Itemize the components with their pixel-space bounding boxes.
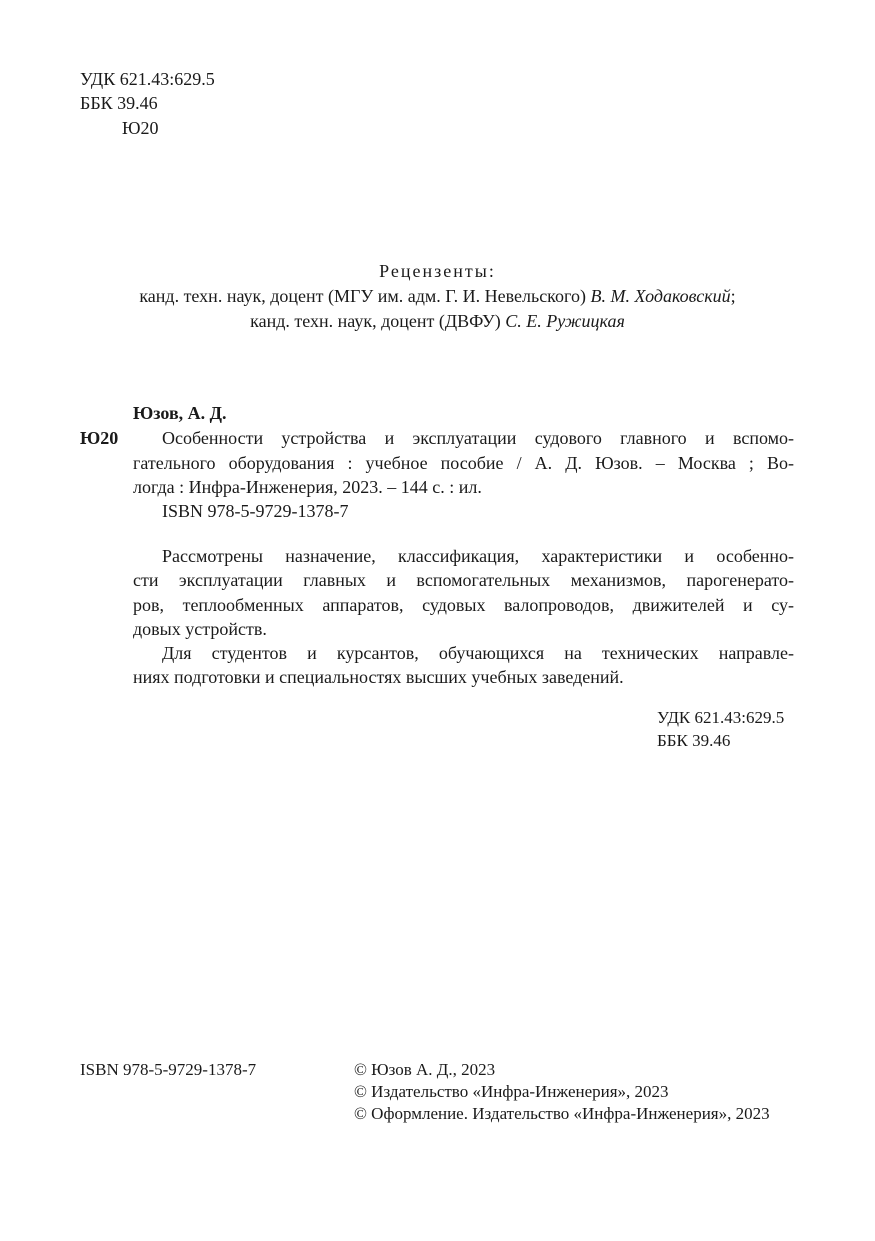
- record-isbn: ISBN 978-5-9729-1378-7: [162, 501, 349, 521]
- reviewer-1-end: ;: [730, 286, 736, 306]
- abstract-p1-line-2: сти эксплуатации главных и вспомогательных механизмов, парогенерато-: [133, 570, 794, 590]
- reviewer-2-affiliation: канд. техн. наук, доцент (ДВФУ): [250, 311, 506, 331]
- reviewer-line-1: [0, 284, 875, 308]
- reviewers-heading: Рецензенты:: [379, 261, 496, 281]
- record-author-heading: Юзов, А. Д.: [133, 403, 227, 423]
- copyright-publisher: © Издательство «Инфра-Инженерия», 2023: [354, 1082, 669, 1101]
- abstract-p2-line-2: ниях подготовки и специальностях высших учебных заведений.: [133, 667, 624, 687]
- reviewer-line-2: [0, 309, 875, 333]
- abstract-p1-line-4: довых устройств.: [133, 619, 267, 639]
- reviewer-1-affiliation: канд. техн. наук, доцент (МГУ им. адм. Г. И. Невельского): [139, 286, 591, 306]
- record-desc-line-2: гательного оборудования : учебное пособие / А. Д. Юзов. – Москва ; Во-: [133, 453, 794, 473]
- abstract-p2-line-1: Для студентов и курсантов, обучающихся на технических направле-: [162, 643, 794, 663]
- record-author-mark: Ю20: [80, 428, 119, 448]
- bbk-bottom: ББК 39.46: [657, 731, 731, 750]
- bbk-top: ББК 39.46: [80, 93, 158, 113]
- footer-isbn: ISBN 978-5-9729-1378-7: [80, 1060, 257, 1079]
- udk-top: УДК 621.43:629.5: [80, 69, 215, 89]
- reviewer-1-name: В. М. Ходаковский: [590, 286, 731, 306]
- udk-bottom: УДК 621.43:629.5: [657, 708, 785, 727]
- copyright-design: © Оформление. Издательство «Инфра-Инженерия», 2023: [354, 1104, 770, 1123]
- abstract-p1-line-3: ров, теплообменных аппаратов, судовых валопроводов, движителей и су-: [133, 595, 794, 615]
- record-desc-line-1: Особенности устройства и эксплуатации судового главного и вспомо-: [162, 428, 794, 448]
- reviewer-2-name: С. Е. Ружицкая: [505, 311, 625, 331]
- record-desc-line-3: логда : Инфра-Инженерия, 2023. – 144 с. : ил.: [133, 477, 482, 497]
- abstract-p1-line-1: Рассмотрены назначение, классификация, характеристики и особенно-: [162, 546, 794, 566]
- author-mark-top: Ю20: [122, 118, 159, 138]
- copyright-author: © Юзов А. Д., 2023: [354, 1060, 496, 1079]
